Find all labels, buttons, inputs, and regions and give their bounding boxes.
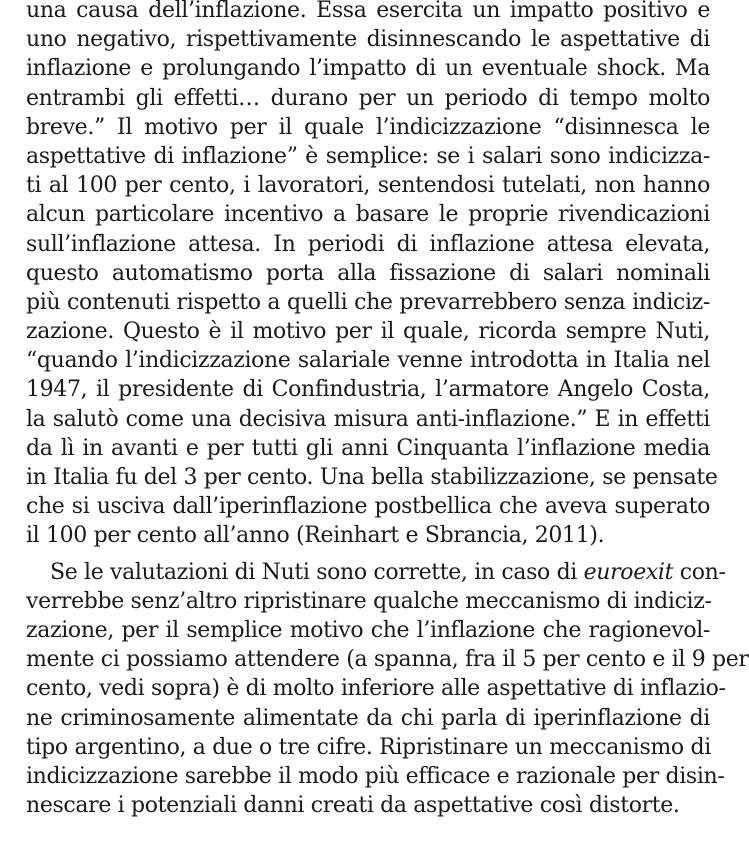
text-line: 1947, il presidente di Confindustria, l’armatore Angelo Costa,: [26, 377, 710, 403]
text-line: “quando l’indicizzazione salariale venne introdotta in Italia nel: [26, 348, 710, 374]
text-line: in Italia fu del 3 per cento. Una bella stabilizzazione, se pensate: [26, 465, 718, 490]
text-line: mente ci possiamo attendere (a spanna, fra il 5 per cento e il 9 per: [26, 647, 749, 673]
text-line: zazione. Questo è il motivo per il quale, ricorda sempre Nuti,: [26, 319, 710, 345]
text-line: breve.” Il motivo per il quale l’indicizzazione “disinnesca le: [26, 114, 710, 140]
paragraph-1: [26, 0, 718, 551]
text-span: con-: [673, 559, 726, 585]
text-line: più contenuti rispetto a quelli che prevarrebbero senza indiciz-: [26, 289, 710, 315]
text-line: indicizzazione sarebbe il modo più efficace e razionale per disin-: [26, 763, 725, 789]
text-line: alcun particolare incentivo a basare le proprie rivendicazioni: [26, 202, 710, 228]
text-line: ne criminosamente alimentate da chi parla di iperinflazione di: [26, 705, 710, 731]
text-line: da lì in avanti e per tutti gli anni Cinquanta l’inflazione media: [26, 435, 710, 461]
text-line: una causa dell’inflazione. Essa esercita un impatto positivo e: [26, 0, 710, 23]
text-line: [26, 558, 726, 587]
text-line: inflazione e prolungando l’impatto di un eventuale shock. Ma: [26, 56, 710, 82]
book-page: [26, 0, 749, 820]
text-line: il 100 per cento all’anno (Reinhart e Sbrancia, 2011).: [26, 523, 605, 549]
paragraph-2: [26, 558, 749, 821]
text-line: questo automatismo porta alla fissazione di salari nominali: [26, 260, 710, 286]
text-line: uno negativo, rispettivamente disinnescando le aspettative di: [26, 27, 710, 53]
text-line: la salutò come una decisiva misura anti-inflazione.” E in effetti: [26, 406, 710, 432]
text-line: sull’inflazione attesa. In periodi di inflazione attesa elevata,: [26, 231, 710, 257]
text-span: Se le valutazioni di Nuti sono corrette, in caso di: [50, 559, 584, 585]
text-line: cento, vedi sopra) è di molto inferiore alle aspettative di inflazio-: [26, 676, 726, 702]
text-line: nescare i potenziali danni creati da aspettative così distorte.: [26, 793, 680, 819]
text-line: che si usciva dall’iperinflazione postbellica che aveva superato: [26, 494, 710, 520]
italic-term: euroexit: [583, 559, 674, 585]
text-line: entrambi gli effetti… durano per un periodo di tempo molto: [26, 85, 710, 111]
text-line: tipo argentino, a due o tre cifre. Ripristinare un meccanismo di: [26, 734, 711, 760]
text-line: zazione, per il semplice motivo che l’inflazione che ragionevol-: [26, 617, 710, 643]
text-line: ti al 100 per cento, i lavoratori, sentendosi tutelati, non hanno: [26, 173, 710, 199]
text-line: verrebbe senz’altro ripristinare qualche meccanismo di indiciz-: [26, 588, 712, 614]
text-line: aspettative di inflazione” è semplice: se i salari sono indicizza-: [26, 143, 710, 169]
